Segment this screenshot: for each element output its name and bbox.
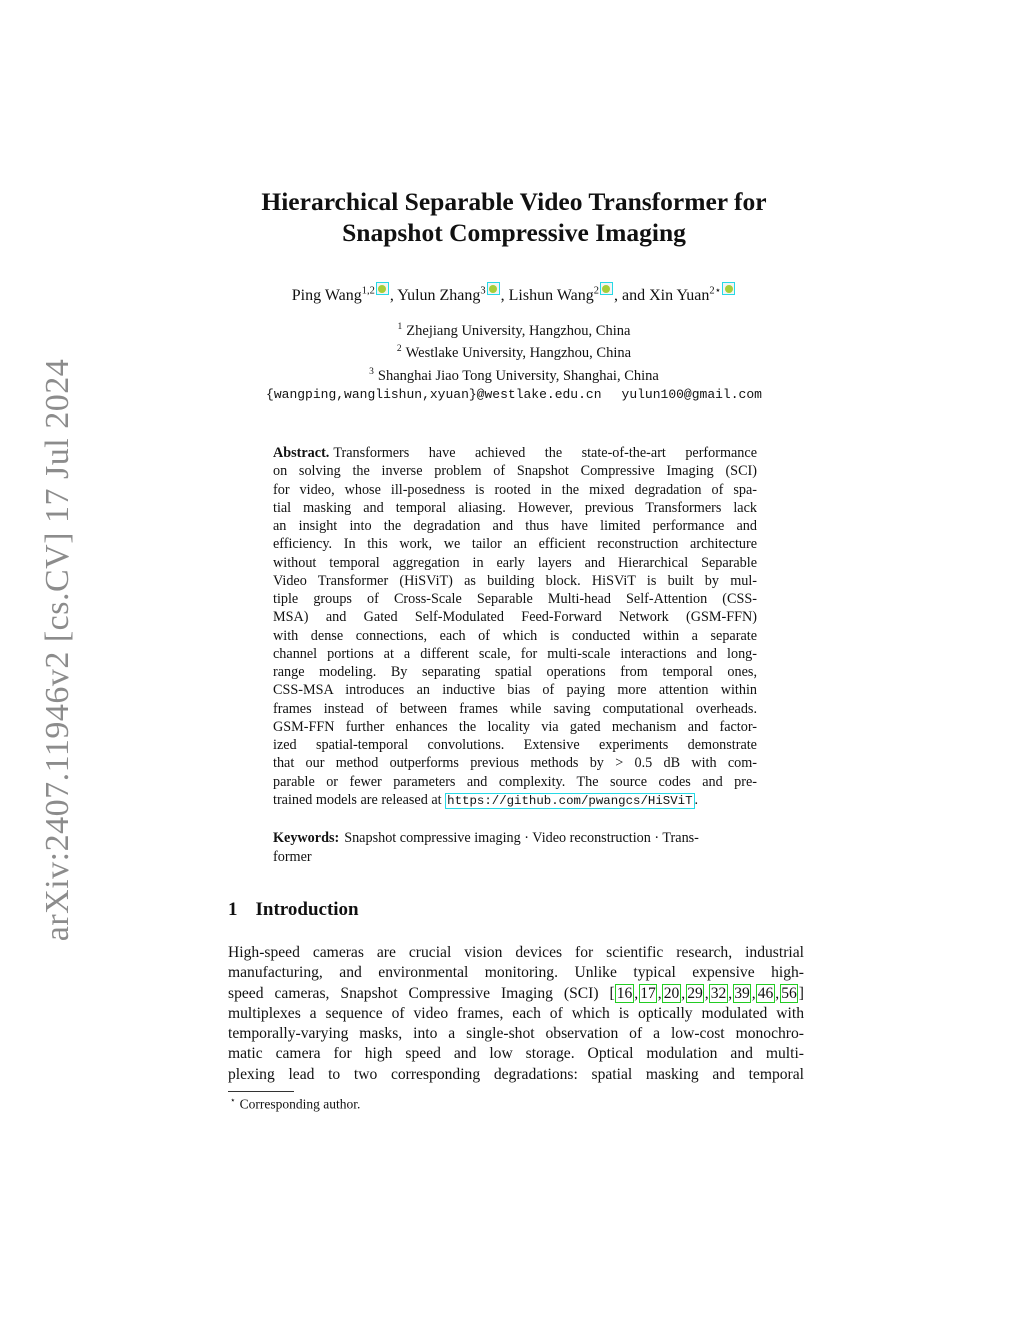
abstract-line: Video Transformer (HiSViT) as building block. HiSViT is built by mul-: [273, 572, 757, 589]
paragraph-line: plexing lead to two corresponding degradations: spatial masking and temporal: [228, 1065, 804, 1083]
abstract-text: trained models are released at: [273, 791, 446, 808]
citation-link[interactable]: 39: [734, 984, 750, 1002]
orcid-icon[interactable]: [376, 282, 389, 295]
affiliation-line: [180, 318, 848, 340]
abstract-line: for video, whose ill-posedness is rooted in the mixed degradation of spa-: [273, 481, 757, 498]
paragraph-line: matic camera for high speed and low storage. Optical modulation and multi-: [228, 1045, 804, 1063]
citation-link[interactable]: 16: [616, 984, 633, 1002]
abstract-text: .: [694, 791, 699, 808]
abstract-line: GSM-FFN further enhances the locality via gated mechanism and factor-: [273, 718, 757, 735]
abstract-line: range modeling. By separating spatial operations from temporal ones,: [273, 664, 757, 680]
abstract-line: efficiency. In this work, we tailor an efficient reconstruction architecture: [273, 536, 757, 553]
citation-link[interactable]: 32: [710, 984, 727, 1002]
author-separator: ,: [500, 287, 509, 304]
email-address: yulun100@gmail.com: [621, 386, 762, 402]
footnote-mark: ⋆: [230, 1095, 236, 1105]
author-affiliation-marker: 3: [480, 285, 486, 297]
author-affiliation-marker: 2: [593, 285, 599, 297]
abstract-line: tial masking and temporal aliasing. However, previous Transformers lack: [273, 499, 757, 516]
abstract: [273, 444, 757, 809]
citation-link[interactable]: 17: [640, 984, 656, 1002]
citation-link[interactable]: 20: [663, 984, 680, 1002]
paragraph-line: temporally-varying masks, into a single-shot observation of a low-cost monochro-: [228, 1025, 804, 1043]
author-affiliation-marker: 1,2: [361, 285, 375, 297]
abstract-line: that our method outperforms previous methods by > 0.5 dB with com-: [273, 755, 757, 772]
author-separator: , and: [613, 287, 650, 304]
paper-title: [180, 186, 848, 248]
affiliation-text: Shanghai Jiao Tong University, Shanghai, China: [377, 367, 659, 384]
introduction-paragraph: [228, 943, 804, 1085]
abstract-line: parable or fewer parameters and complexity. The source codes and pre-: [273, 773, 757, 790]
keywords-line: [273, 829, 767, 848]
title-line-2: Snapshot Compressive Imaging: [342, 218, 686, 247]
affiliation-line: [180, 363, 848, 385]
keywords-text: Snapshot compressive imaging · Video reconstruction · Trans-: [344, 830, 699, 846]
section-title: Introduction: [255, 899, 359, 920]
author-name: Yulun Zhang: [397, 287, 481, 304]
section-number: 1: [228, 899, 238, 920]
abstract-line: channel portions at a different scale, for multi-scale interactions and long-: [273, 645, 757, 662]
author-affiliation-marker: 2⋆: [709, 285, 722, 297]
orcid-icon[interactable]: [487, 282, 500, 295]
abstract-line: [273, 791, 757, 809]
keywords-label: Keywords:: [273, 830, 340, 846]
email-list: [180, 386, 848, 405]
affiliation-text: Westlake University, Hangzhou, China: [405, 345, 632, 362]
author-separator: ,: [389, 287, 398, 304]
author-name: Xin Yuan: [649, 287, 710, 304]
paragraph-line: speed cameras, Snapshot Compressive Imaging (SCI) [ 16 , 17 , 20 , 29 , 32 , 39 , 46 , 56 ]: [228, 984, 804, 1002]
abstract-label: Abstract.: [273, 445, 330, 461]
abstract-line: without temporal aggregation in early layers and Hierarchical Separable: [273, 554, 757, 571]
abstract-line: frames instead of between frames while saving computational overheads.: [273, 700, 757, 717]
abstract-line: CSS-MSA introduces an inductive bias of paying more attention within: [273, 682, 757, 699]
citation-link[interactable]: 56: [781, 984, 797, 1002]
citation-link[interactable]: 29: [687, 984, 703, 1002]
orcid-icon[interactable]: [722, 282, 735, 295]
author-name: Lishun Wang: [508, 287, 594, 304]
paragraph-line: manufacturing, and environmental monitoring. Unlike typical expensive high-: [228, 964, 804, 982]
email-address: {wangping,wanglishun,xyuan}@westlake.edu.cn: [266, 386, 602, 402]
abstract-line: [273, 444, 757, 462]
abstract-line: ized spatial-temporal convolutions. Extensive experiments demonstrate: [273, 737, 757, 753]
abstract-line: MSA) and Gated Self-Modulated Feed-Forward Network (GSM-FFN): [273, 609, 757, 626]
affiliation-text: Zhejiang University, Hangzhou, China: [406, 322, 631, 339]
section-heading-introduction: [228, 899, 359, 921]
keywords-line: former: [273, 848, 312, 865]
keywords: [273, 829, 767, 866]
affiliation-marker: 1: [397, 322, 403, 332]
title-line-1: Hierarchical Separable Video Transformer for: [261, 187, 767, 216]
abstract-line: tiple groups of Cross-Scale Separable Multi-head Self-Attention (CSS-: [273, 591, 757, 607]
affiliation-marker: 2: [396, 344, 402, 355]
citation-link[interactable]: 46: [757, 984, 774, 1002]
footnote: [230, 1095, 360, 1113]
paragraph-text: speed cameras, Snapshot Compressive Imaging (SCI) [: [228, 984, 615, 1002]
code-repository-link[interactable]: https://github.com/pwangcs/HiSViT: [447, 793, 693, 808]
affiliations: [180, 318, 848, 404]
abstract-line: with dense connections, each of which is conducted within a separate: [273, 627, 757, 644]
footnote-divider: [228, 1091, 294, 1092]
arxiv-identifier: arXiv:2407.11946v2 [cs.CV] 17 Jul 2024: [39, 358, 76, 942]
paragraph-line: High-speed cameras are crucial vision devices for scientific research, industrial: [228, 944, 804, 961]
abstract-line: on solving the inverse problem of Snapshot Compressive Imaging (SCI): [273, 463, 757, 480]
author-name: Ping Wang: [291, 287, 362, 304]
affiliation-line: [180, 340, 848, 362]
footnote-text: Corresponding author.: [239, 1096, 361, 1112]
abstract-text: Transformers have achieved the state-of-the-art performance: [333, 445, 757, 461]
abstract-line: an insight into the degradation and thus have limited performance and: [273, 518, 757, 534]
author-list: [180, 282, 848, 305]
paragraph-text: ]: [798, 984, 804, 1002]
orcid-icon[interactable]: [600, 282, 613, 295]
affiliation-marker: 3: [369, 366, 374, 377]
paragraph-line: multiplexes a sequence of video frames, each of which is optically modulated with: [228, 1004, 804, 1022]
